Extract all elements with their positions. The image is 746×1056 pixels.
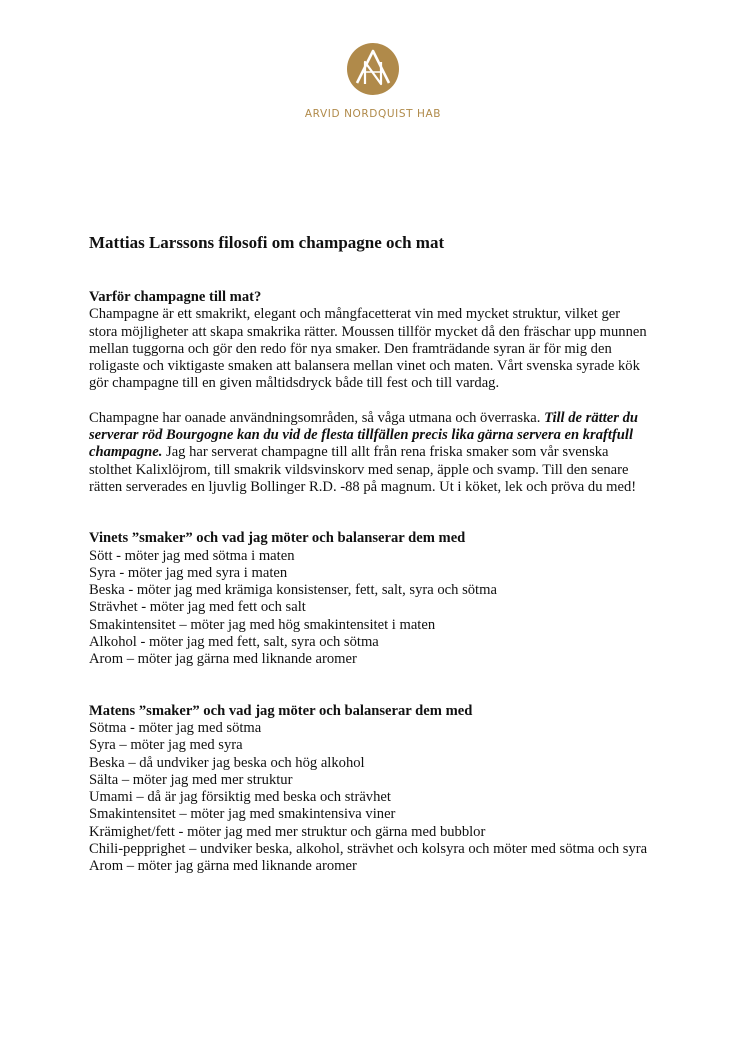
list-item: Umami – då är jag försiktig med beska och strävhet <box>89 789 391 806</box>
emphasis-text: Till de rätter du serverar röd Bourgogne kan du vid de flesta tillfällen precis lika gärna servera en kraftfull champagne. <box>89 409 638 461</box>
list-item: Arom – möter jag gärna med liknande aromer <box>89 858 357 875</box>
list-item: Sött - möter jag med sötma i maten <box>89 547 295 564</box>
list-item: Beska – då undviker jag beska och hög alkohol <box>89 754 365 771</box>
list-item: Sälta – möter jag med mer struktur <box>89 771 293 788</box>
section-heading-why-champagne: Varför champagne till mat? <box>89 289 262 305</box>
list-item: Smakintensitet – möter jag med hög smakintensitet i maten <box>89 616 436 633</box>
list-item: Alkohol - möter jag med fett, salt, syra och sötma <box>89 634 379 651</box>
list-item: Arom – möter jag gärna med liknande aromer <box>89 651 357 668</box>
food-tastes-list <box>89 720 649 876</box>
brand-logo <box>0 42 746 120</box>
list-item: Krämighet/fett - möter jag med mer struktur och gärna med bubblor <box>89 823 486 840</box>
section-heading-food-tastes: Matens ”smaker” och vad jag möter och balanserar dem med <box>89 702 473 719</box>
list-item: Smakintensitet – möter jag med smakintensiva viner <box>89 806 396 823</box>
paragraph-text: Champagne har oanade användningsområden, så våga utmana och överraska. <box>89 409 545 426</box>
document-title: Mattias Larssons filosofi om champagne och mat <box>89 233 445 252</box>
an-monogram-circle-logo-icon <box>346 42 400 96</box>
brand-name: ARVID NORDQUIST HAB <box>304 108 442 120</box>
list-item: Strävhet - möter jag med fett och salt <box>89 599 306 616</box>
wine-tastes-list <box>89 548 649 669</box>
list-item: Sötma - möter jag med sötma <box>89 719 262 736</box>
paragraph-text: Jag har serverat champagne till allt från rena friska smaker som vår svenska stolthet Kalixlöjrom, till smakrik vildsvinskorv med senap, äpple och svamp. Till den senare rätten serverades en ljuvlig Bollinger R.D. -88 på magnum. Ut i köket, lek och pröva du med! <box>89 444 637 495</box>
paragraph <box>89 410 649 496</box>
paragraph: Champagne är ett smakrikt, elegant och mångfacetterat vin med mycket struktur, vilket ger stora möjligheter att skapa smakrika rätter. Moussen tillför mycket då den fräschar upp munnen mellan tuggorna och gör den redo för nya smaker. Den framträdande syran är för mig den roligaste och viktigaste smaken att balansera mellan vinet och maten. Vårt svenska syrade kök gör champagne till en given måltidsdryck både till fest och till vardag. <box>89 306 647 392</box>
list-item: Syra - möter jag med syra i maten <box>89 564 288 581</box>
list-item: Beska - möter jag med krämiga konsistenser, fett, salt, syra och sötma <box>89 582 497 599</box>
section-heading-wine-tastes: Vinets ”smaker” och vad jag möter och balanserar dem med <box>89 530 466 547</box>
document-body <box>89 232 649 876</box>
list-item: Chili-pepprighet – undviker beska, alkohol, strävhet och kolsyra och möter med sötma och syra <box>89 841 648 858</box>
list-item: Syra – möter jag med syra <box>89 737 243 754</box>
